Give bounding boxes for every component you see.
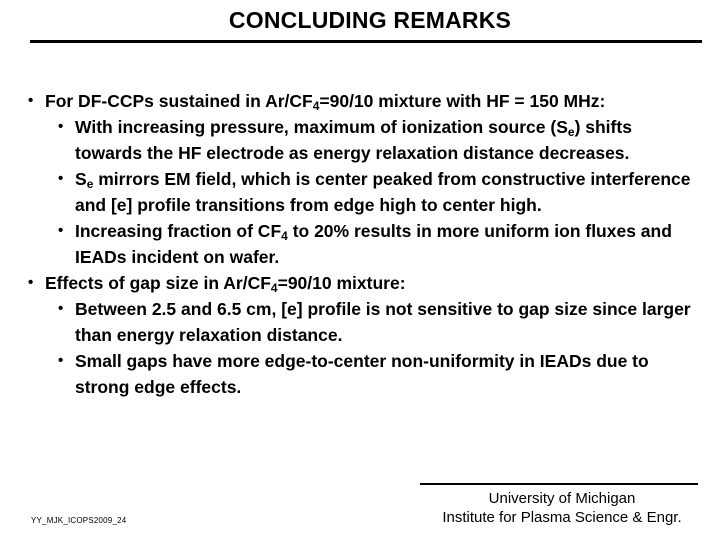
bullet-text: For DF-CCPs sustained in Ar/CF [45,91,313,111]
title-divider [30,40,702,43]
bullet-text: Increasing fraction of CF [75,221,282,241]
sub-bullet-em-field [75,166,695,218]
subscript: e [567,125,575,139]
bullet-text: =90/10 mixture: [277,273,406,293]
bullet-text: =90/10 mixture with HF = 150 MHz: [319,91,606,111]
bullet-df-ccps [0,88,720,114]
institution-line-1: University of Michigan [488,490,636,507]
subscript: e [86,177,94,191]
bullet-gap-size [0,270,720,296]
slide-id: YY_MJK_ICOPS2009_24 [31,516,127,525]
institution [420,489,704,527]
sub-bullet-gap-range: • Between 2.5 and 6.5 cm, [e] profile is not sensitive to gap size since larger than energy relaxation distance. [75,296,695,348]
bullet-text: Effects of gap size in Ar/CF [45,273,271,293]
sub-bullet-cf4-fraction [75,218,695,270]
footer-divider [420,483,698,485]
slide-content [0,88,720,400]
subscript: 4 [312,99,320,113]
institution-line-2: Institute for Plasma Science & Engr. [442,509,682,526]
slide-title: CONCLUDING REMARKS [228,7,512,33]
sub-bullet-pressure [75,114,695,166]
bullet-text: S [75,169,87,189]
bullet-text: ) shifts towards the HF electrode as energy relaxation distance decreases. [75,117,632,163]
bullet-text: With increasing pressure, maximum of ionization source (S [75,117,568,137]
bullet-text: to 20% results in more uniform ion fluxes and IEADs incident on wafer. [75,221,672,267]
bullet-text: mirrors EM field, which is center peaked from constructive interference and [e] profile transitions from edge high to center high. [75,169,691,215]
subscript: 4 [270,281,278,295]
subscript: 4 [281,229,288,243]
sub-bullet-small-gaps: • Small gaps have more edge-to-center non-uniformity in IEADs due to strong edge effects. [75,348,695,400]
